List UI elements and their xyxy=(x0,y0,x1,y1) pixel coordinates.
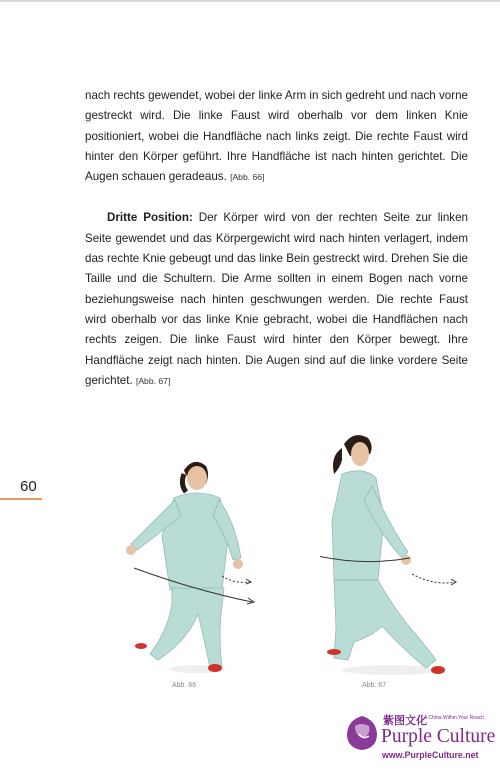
paragraph-1 xyxy=(85,86,468,187)
section-heading-dritte-position: Dritte Position: xyxy=(107,211,193,225)
watermark-tagline: A China Within Your Reach xyxy=(424,715,485,721)
paragraph-2-text: Der Körper wird von der rechten Seite zur linken Seite gewendet und das Körpergewicht wird nach hinten verlagert, indem das rechte Knie gebeugt und das linke Bein gestreckt wird. Drehen Sie die Taille und die Schultern. Die Arme sollten in einem Bogen nach vorne beziehungsweise nach hinten geschwungen werden. Die rechte Faust wird oberhalb vor das linke Knie gebracht, wobei die Handflächen nach rechts zeigen. Die linke Faust wird hinter den Körper bewegt. Ihre Handfläche zeigt nach hinten. Die Augen sind auf die linke vordere Seite gerichtet. xyxy=(85,211,468,387)
purple-culture-logo-icon xyxy=(345,714,379,752)
figure-reference-66: [Abb. 66] xyxy=(230,172,265,183)
tai-chi-figure-side-icon xyxy=(320,435,456,675)
paragraph-1-text: nach rechts gewendet, wobei der linke Arm in sich gedreht und nach vorne gestreckt wird. Die linke Faust wird oberhalb vor dem linken Knie positioniert, wobei die Handfläche nach links zeigt. Die rechte Faust wird hinter den Körper geführt. Ihre Handfläche ist nach hinten gerichtet. Die Augen schauen geradeaus. xyxy=(85,89,468,184)
figure-caption-66: Abb. 66 xyxy=(172,682,197,689)
page-number-rule xyxy=(0,498,42,500)
tai-chi-figure-front-icon xyxy=(126,462,254,673)
paragraph-2 xyxy=(85,208,468,391)
watermark-chinese-name: 紫图文化 xyxy=(383,714,427,727)
figure-caption-67: Abb. 67 xyxy=(362,682,387,689)
body-text xyxy=(85,86,468,391)
watermark-url: www.PurpleCulture.net xyxy=(382,750,479,760)
top-rule xyxy=(0,0,500,2)
purple-culture-watermark xyxy=(345,712,495,768)
figure-abb-66 xyxy=(118,448,268,680)
figure-abb-67 xyxy=(320,430,470,682)
watermark-brand-name: Purple Culture xyxy=(381,726,496,747)
figure-reference-67: [Abb. 67] xyxy=(135,375,171,386)
page-number: 60 xyxy=(20,478,37,495)
